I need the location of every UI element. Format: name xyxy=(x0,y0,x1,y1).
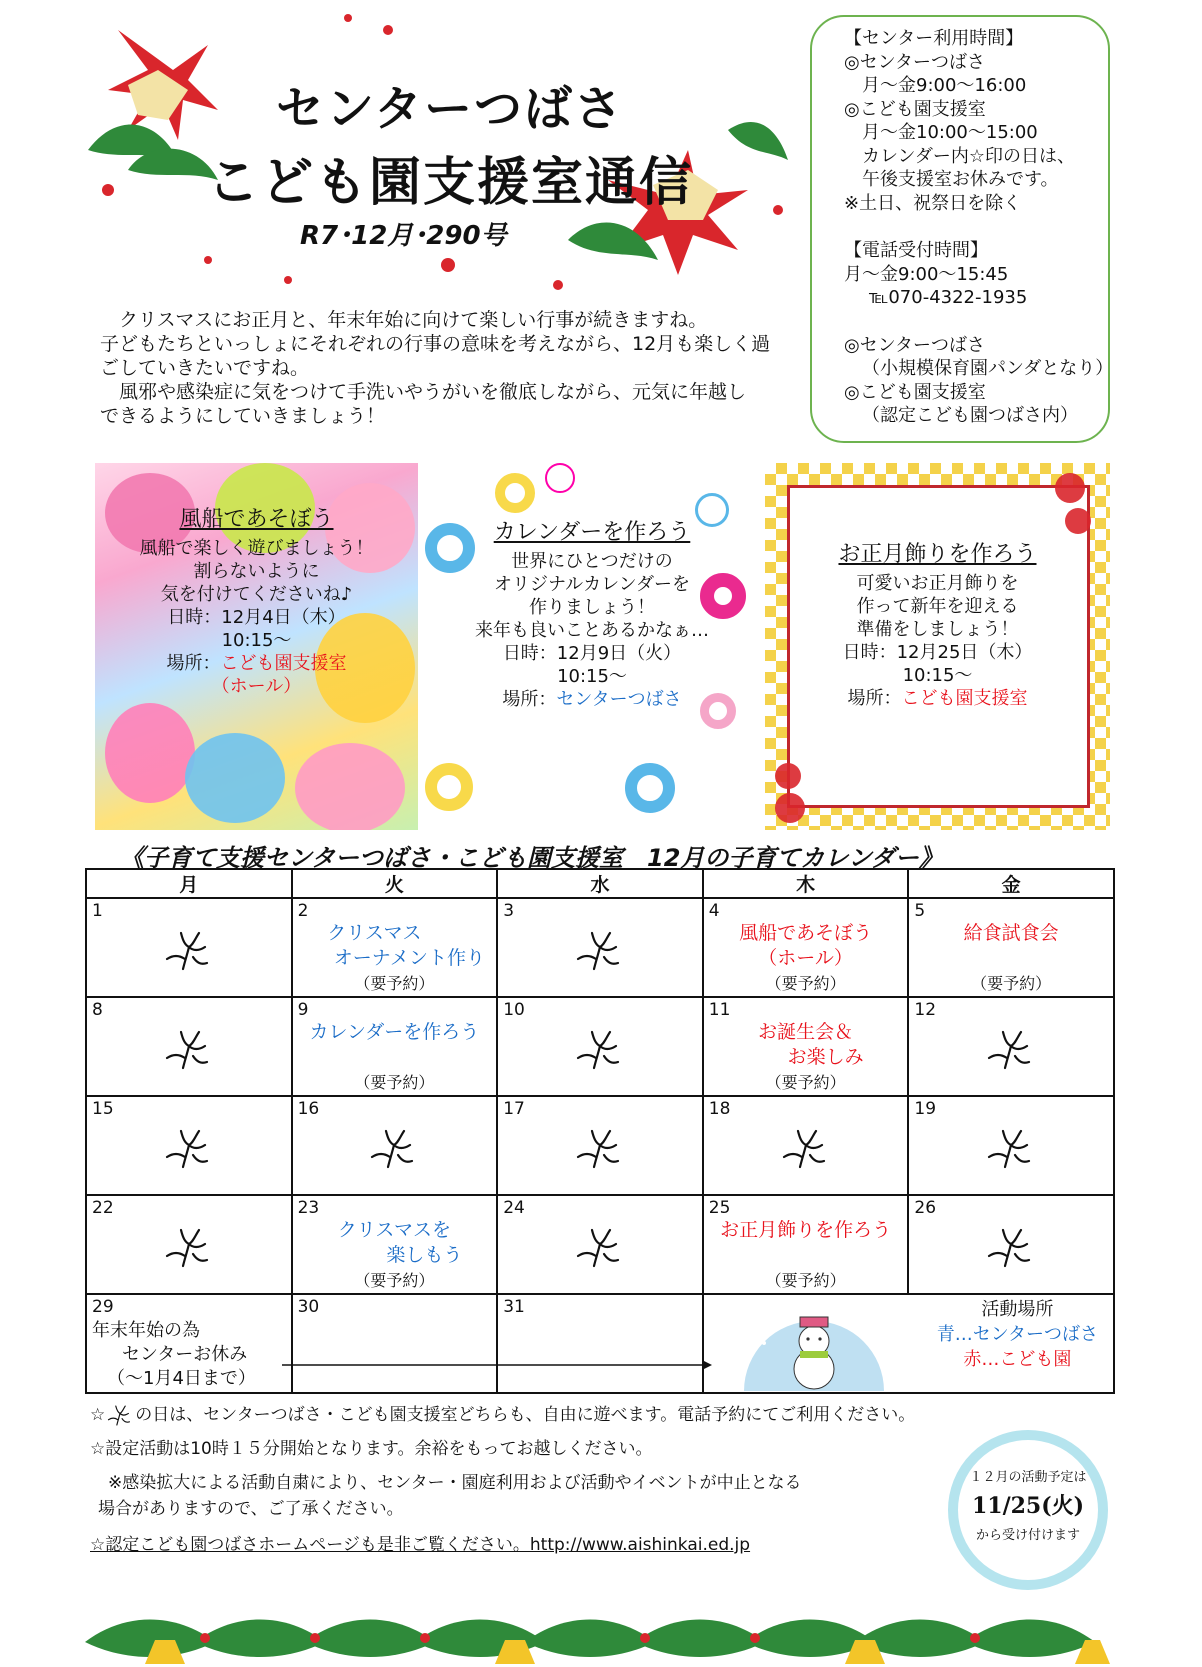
location-detail: （認定こども園つばさ内） xyxy=(862,405,1078,426)
intro-line: 子どもたちといっしょにそれぞれの行事の意味を考えながら、12月も楽しく過 xyxy=(100,333,771,355)
event-time: 10:15～ xyxy=(221,630,292,651)
intro-line: できるようにしていきましょう！ xyxy=(100,405,386,427)
event-text xyxy=(765,543,1110,710)
calendar-day: 1 xyxy=(86,898,292,997)
calendar-event: お誕生会＆ お楽しみ xyxy=(758,1021,864,1068)
note-cancellation: ※感染拡大による活動自粛により、センター・園庭利用および活動やイベントが中止となる xyxy=(108,1473,802,1493)
calendar-day: 17 xyxy=(497,1096,703,1195)
weekday-fri: 金 xyxy=(908,869,1114,898)
calendar-day: 10 xyxy=(497,997,703,1096)
calendar-day: 11 お誕生会＆ お楽しみ （要予約） xyxy=(703,997,909,1096)
issue-number: R7･12月･290号 xyxy=(300,221,507,251)
reservation-badge xyxy=(948,1430,1108,1590)
calendar-day: 31 xyxy=(497,1294,703,1393)
calendar-day: 8 xyxy=(86,997,292,1096)
calendar-heading: 《子育て支援センターつばさ・こども園支援室 12月の子育てカレンダー》 xyxy=(120,844,943,872)
event-date: 日時：12月9日（火） xyxy=(502,643,682,664)
free-play-icon xyxy=(574,1226,626,1268)
free-play-icon xyxy=(985,1028,1037,1070)
location-name: ◎センターつばさ xyxy=(844,334,985,356)
event-panel-newyear xyxy=(765,463,1110,830)
calendar-day: 22 xyxy=(86,1195,292,1294)
free-play-icon xyxy=(574,1127,626,1169)
event-desc: 割らないように xyxy=(193,561,320,582)
location-name: ◎こども園支援室 xyxy=(844,381,986,403)
note-cancellation: 場合がありますので、ご了承ください。 xyxy=(98,1499,404,1519)
reservation-note: （要予約） xyxy=(765,1073,846,1092)
center-hours: 月～金9:00～16:00 xyxy=(862,75,1027,96)
calendar-day: 25 お正月飾りを作ろう （要予約） xyxy=(703,1195,909,1294)
reservation-note: （要予約） xyxy=(765,1271,846,1290)
weekday-tue: 火 xyxy=(292,869,498,898)
event-desc: 可愛いお正月飾りを xyxy=(856,573,1019,594)
event-title: お正月飾りを作ろう xyxy=(838,542,1037,567)
note-homepage: ☆認定こども園つばさホームページも是非ご覧ください。http://www.aishinkai.ed.jp xyxy=(90,1535,751,1555)
badge-text: から受け付けます xyxy=(975,1528,1080,1543)
event-desc: 来年も良いことあるかなぁ… xyxy=(475,620,709,641)
calendar-table xyxy=(85,868,1115,1394)
free-play-icon xyxy=(574,1028,626,1070)
calendar-week xyxy=(86,898,1114,997)
note-start-time: ☆設定活動は10時１５分開始となります。余裕をもってお越しください。 xyxy=(90,1439,653,1459)
event-desc: 準備をしましょう！ xyxy=(856,619,1019,640)
free-play-icon xyxy=(163,929,215,971)
calendar-day: 12 xyxy=(908,997,1114,1096)
free-play-icon xyxy=(780,1127,832,1169)
room-hours: 月～金10:00～15:00 xyxy=(862,122,1038,143)
weekday-header-row xyxy=(86,869,1114,898)
calendar-day: 29 年末年始の為 センターお休み （～1月4日まで） xyxy=(86,1294,292,1393)
phone-heading: 【電話受付時間】 xyxy=(844,240,988,261)
weekday-thu: 木 xyxy=(703,869,909,898)
intro-text xyxy=(100,308,800,428)
calendar-day: 18 xyxy=(703,1096,909,1195)
calendar-event: 風船であそぼう （ホール） xyxy=(739,922,873,969)
calendar-day: 9 カレンダーを作ろう （要予約） xyxy=(292,997,498,1096)
event-place: 場所：センターつばさ xyxy=(502,689,682,710)
reservation-note: （要予約） xyxy=(354,1271,435,1290)
note-free-play: ☆ の日は、センターつばさ・こども園支援室どちらも、自由に遊べます。電話予約にてご利用ください。 xyxy=(90,1405,916,1425)
hours-heading: 【センター利用時間】 xyxy=(844,28,1024,49)
event-text xyxy=(95,508,418,698)
calendar-day: 5 給食試食会 （要予約） xyxy=(908,898,1114,997)
calendar-week xyxy=(86,1096,1114,1195)
event-desc: 作りましょう！ xyxy=(529,597,655,618)
calendar-day: 19 xyxy=(908,1096,1114,1195)
calendar-event: カレンダーを作ろう xyxy=(309,1021,480,1043)
holiday-note: ※土日、祝祭日を除く xyxy=(844,192,1022,214)
room-note: カレンダー内☆印の日は、 xyxy=(862,145,1075,167)
closure-arrow-icon xyxy=(282,1358,712,1372)
center-name: ◎センターつばさ xyxy=(844,51,985,73)
calendar-week xyxy=(86,1195,1114,1294)
event-place: 場所：こども園支援室 xyxy=(847,688,1028,709)
badge-text: １２月の活動予定は xyxy=(969,1470,1087,1485)
intro-line: クリスマスにお正月と、年末年始に向けて楽しい行事が続きますね。 xyxy=(100,309,708,331)
event-desc: オリジナルカレンダーを xyxy=(494,574,690,595)
calendar-event: クリスマス オーナメント作り xyxy=(327,922,486,969)
free-play-icon xyxy=(368,1127,420,1169)
calendar-day: 16 xyxy=(292,1096,498,1195)
event-place-detail: （ホール） xyxy=(211,676,302,697)
free-play-icon xyxy=(574,929,626,971)
reservation-note: （要予約） xyxy=(765,974,846,993)
calendar-week xyxy=(86,1294,1114,1393)
calendar-day: 2 クリスマス オーナメント作り （要予約） xyxy=(292,898,498,997)
calendar-legend-cell xyxy=(703,1294,1114,1393)
free-play-icon xyxy=(985,1226,1037,1268)
phone-number: ℡070-4322-1935 xyxy=(869,287,1028,308)
free-play-icon xyxy=(163,1028,215,1070)
info-box xyxy=(810,15,1114,443)
room-name: ◎こども園支援室 xyxy=(844,98,986,120)
notes xyxy=(90,1402,1050,1558)
intro-line: ごしていきたいですね。 xyxy=(100,357,310,379)
event-time: 10:15～ xyxy=(902,665,973,686)
event-panel-calendar xyxy=(425,463,759,830)
calendar-day: 23 クリスマスを 楽しもう （要予約） xyxy=(292,1195,498,1294)
weekday-wed: 水 xyxy=(497,869,703,898)
reservation-note: （要予約） xyxy=(354,974,435,993)
event-desc: 気を付けてくださいね♪ xyxy=(160,584,353,605)
event-text xyxy=(425,521,759,711)
event-desc: 作って新年を迎える xyxy=(856,596,1019,617)
calendar-event: 給食試食会 xyxy=(963,922,1059,944)
room-note: 午後支援室お休みです。 xyxy=(862,169,1059,190)
newsletter-title: センターつばさ xyxy=(275,81,625,137)
event-desc: 世界にひとつだけの xyxy=(511,551,673,572)
event-title: カレンダーを作ろう xyxy=(493,520,691,545)
intro-line: 風邪や感染症に気をつけて手洗いやうがいを徹底しながら、元気に年越し xyxy=(100,381,747,403)
free-play-icon xyxy=(985,1127,1037,1169)
free-play-icon xyxy=(105,1404,135,1426)
event-panel-balloon xyxy=(95,463,418,830)
calendar-day: 26 xyxy=(908,1195,1114,1294)
calendar-day: 24 xyxy=(497,1195,703,1294)
calendar-day: 15 xyxy=(86,1096,292,1195)
badge-date: 11/25(火) xyxy=(971,1493,1085,1519)
location-legend: 活動場所 青…センターつばさ 赤…こども園 xyxy=(936,1299,1098,1370)
calendar-event: お正月飾りを作ろう xyxy=(720,1219,892,1241)
location-detail: （小規模保育園パンダとなり） xyxy=(862,358,1114,379)
free-play-icon xyxy=(163,1127,215,1169)
phone-hours: 月～金9:00～15:45 xyxy=(844,263,1009,285)
event-place: 場所：こども園支援室 xyxy=(166,653,347,674)
holly-border xyxy=(85,1612,1115,1664)
weekday-mon: 月 xyxy=(86,869,292,898)
closure-note: 年末年始の為 センターお休み （～1月4日まで） xyxy=(92,1320,256,1389)
snowman-icon xyxy=(744,1303,884,1393)
event-time: 10:15～ xyxy=(557,666,627,687)
reservation-note: （要予約） xyxy=(354,1073,435,1092)
calendar-day: 30 xyxy=(292,1294,498,1393)
event-title: 風船であそぼう xyxy=(179,507,334,532)
calendar-day: 4 風船であそぼう （ホール） （要予約） xyxy=(703,898,909,997)
event-date: 日時：12月25日（木） xyxy=(842,642,1033,663)
newsletter-subtitle: こども園支援室通信 xyxy=(206,153,693,213)
calendar-week xyxy=(86,997,1114,1096)
reservation-note: （要予約） xyxy=(971,974,1052,993)
calendar-day: 3 xyxy=(497,898,703,997)
event-desc: 風船で楽しく遊びましょう！ xyxy=(139,538,374,559)
calendar-event: クリスマスを 楽しもう xyxy=(337,1219,463,1266)
free-play-icon xyxy=(163,1226,215,1268)
event-date: 日時：12月4日（木） xyxy=(167,607,346,628)
